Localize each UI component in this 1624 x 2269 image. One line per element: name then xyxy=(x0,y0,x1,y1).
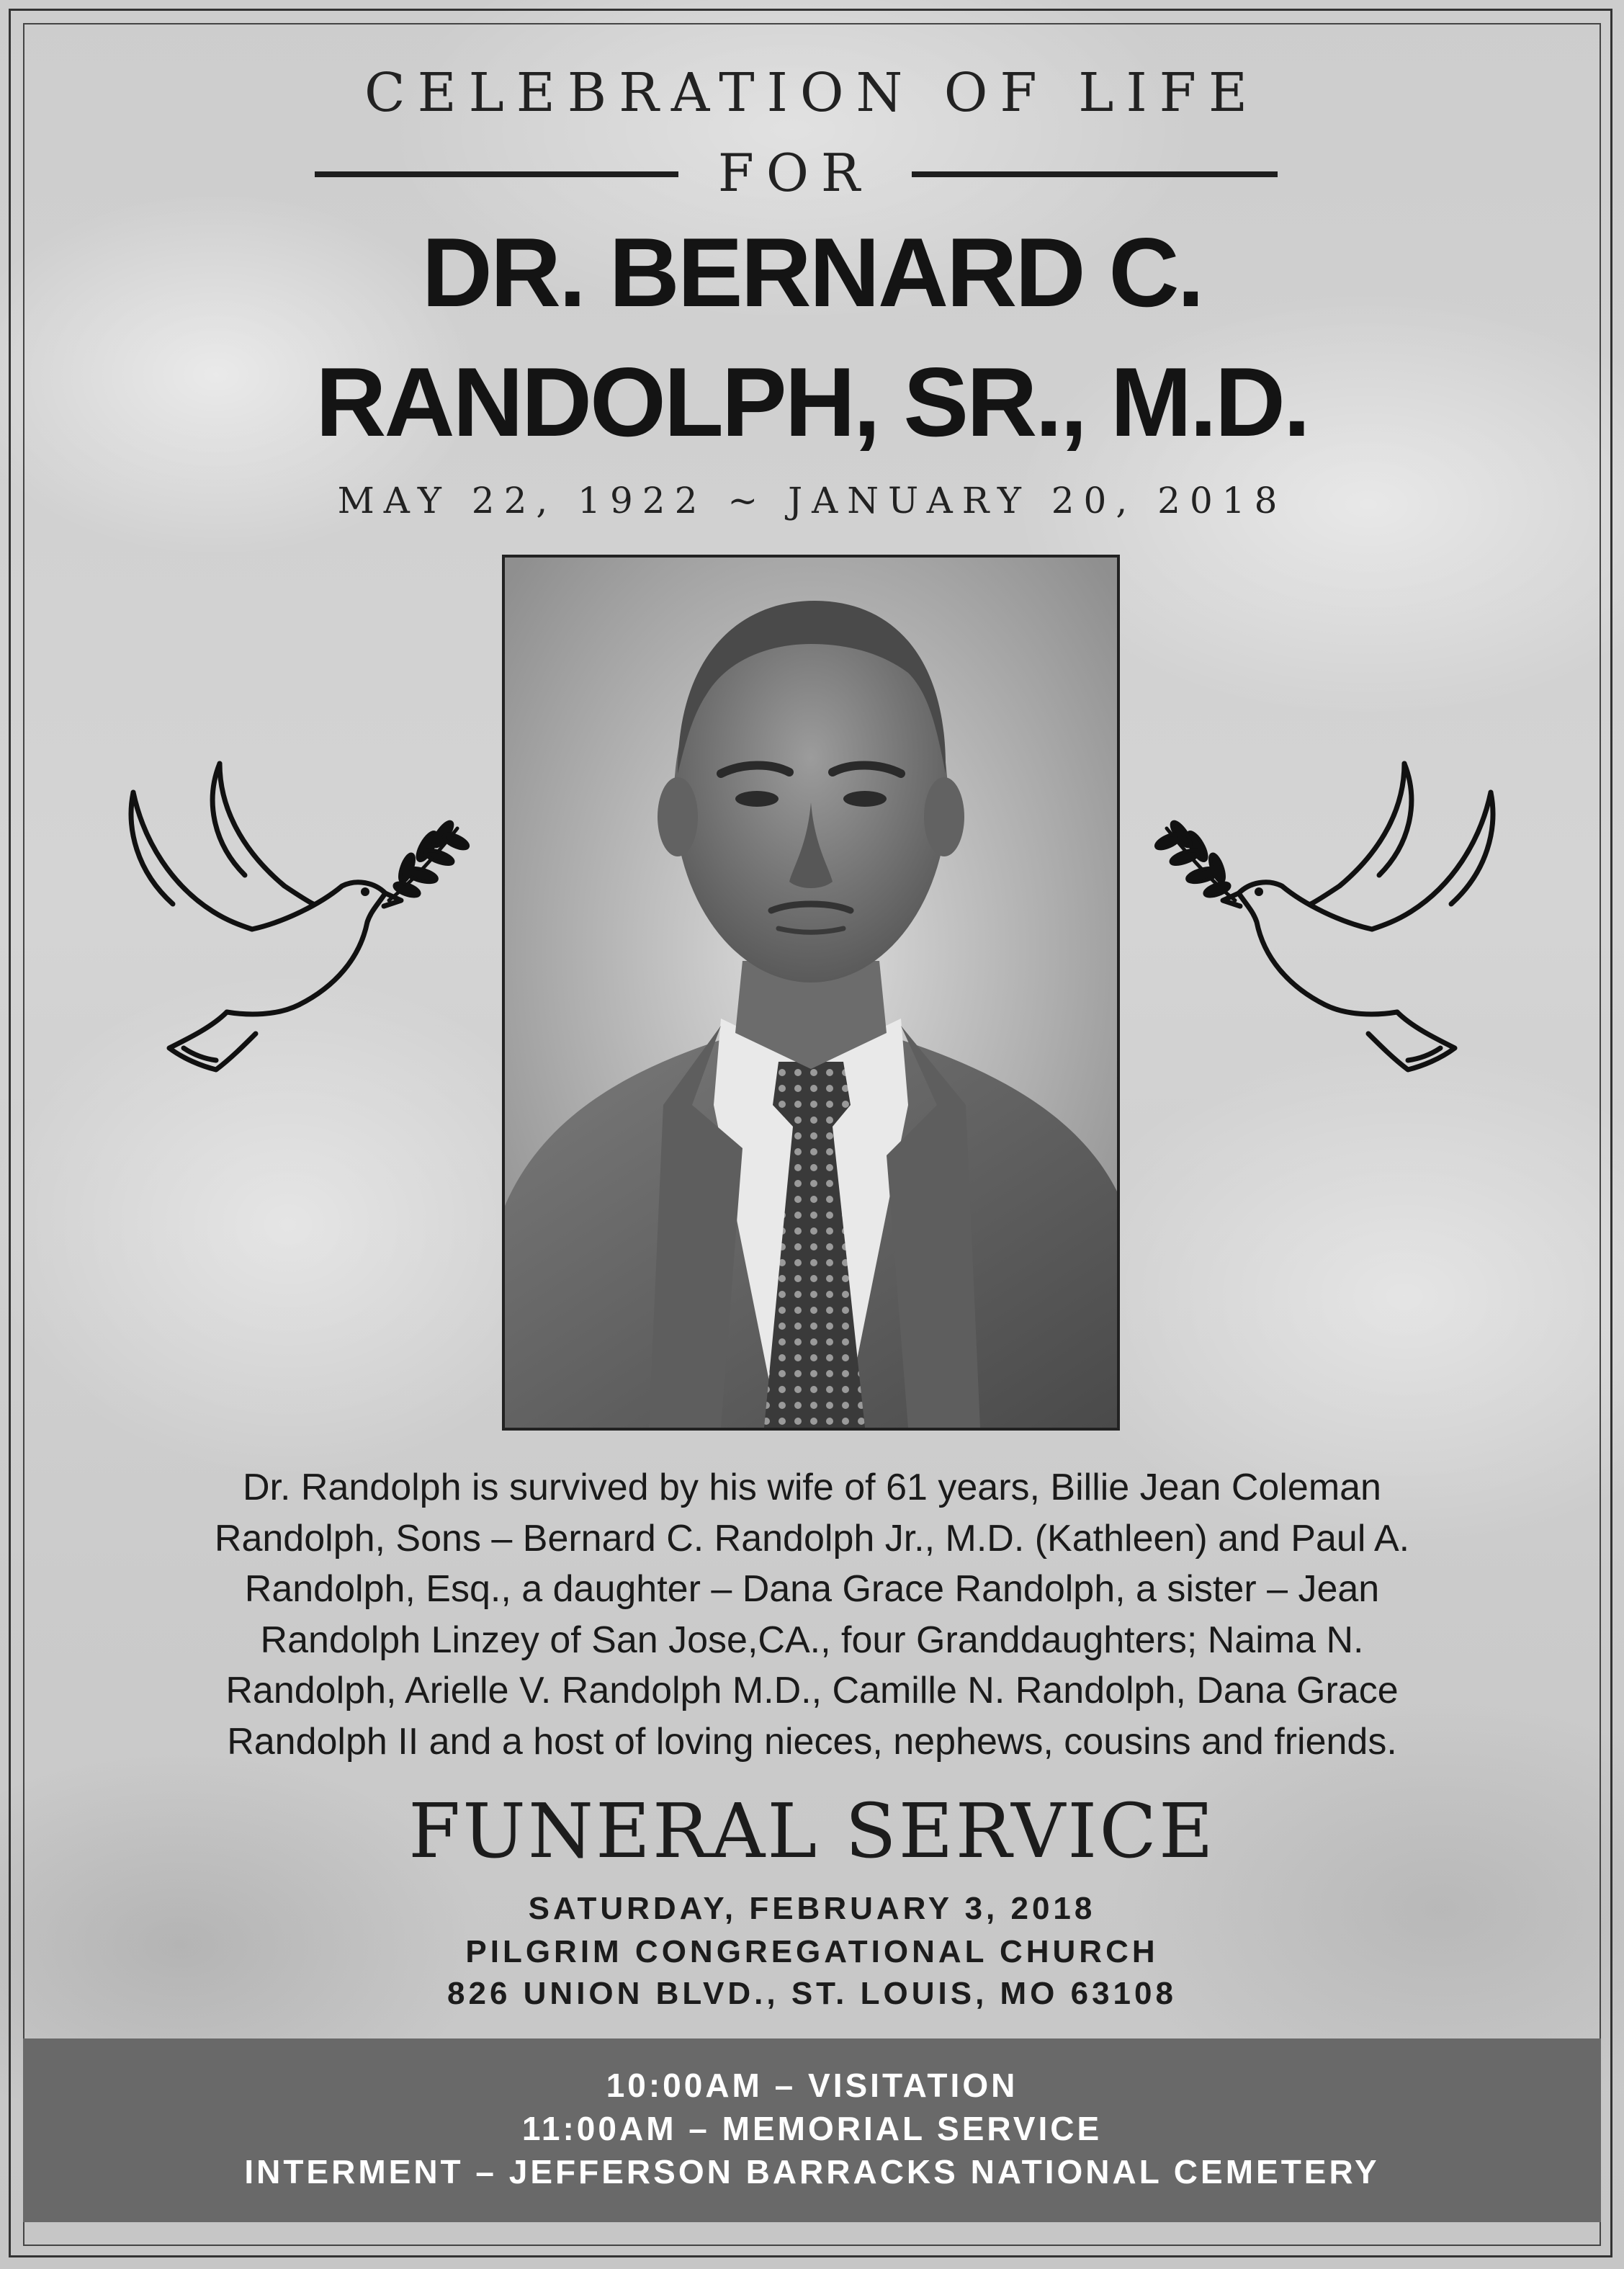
obituary-line: Randolph Linzey of San Jose,CA., four Granddaughters; Naima N. xyxy=(260,1619,1364,1661)
memorial-time: 11:00AM – MEMORIAL SERVICE xyxy=(521,2110,1103,2147)
portrait-illustration xyxy=(505,558,1117,1428)
visitation-time: 10:00AM – VISITATION xyxy=(606,2067,1018,2104)
obituary-line: Randolph, Sons – Bernard C. Randolph Jr., M.D. (Kathleen) and Paul A. xyxy=(214,1517,1410,1559)
celebration-heading: CELEBRATION OF LIFE xyxy=(364,62,1260,124)
life-dates: MAY 22, 1922 ~ JANUARY 20, 2018 xyxy=(337,480,1287,522)
name-line-1: DR. BERNARD C. xyxy=(421,218,1203,327)
obituary-line: Randolph, Esq., a daughter – Dana Grace Randolph, a sister – Jean xyxy=(244,1568,1380,1610)
name-line-2: RANDOLPH, SR., M.D. xyxy=(315,347,1309,457)
obituary-line: Dr. Randolph is survived by his wife of 61 years, Billie Jean Coleman xyxy=(243,1467,1381,1508)
for-label: FOR xyxy=(717,143,873,203)
schedule-band xyxy=(23,2038,1601,2222)
funeral-service-heading: FUNERAL SERVICE xyxy=(408,1787,1216,1875)
dove-with-olive-branch-icon xyxy=(104,749,479,1088)
obituary-line: Randolph, Arielle V. Randolph M.D., Camille N. Randolph, Dana Grace xyxy=(225,1670,1399,1711)
left-divider-rule xyxy=(315,171,678,177)
interment-info: INTERMENT – JEFFERSON BARRACKS NATIONAL CEMETERY xyxy=(244,2153,1380,2190)
right-divider-rule xyxy=(912,171,1278,177)
obituary-text xyxy=(115,1462,1509,1767)
dove-with-olive-branch-icon xyxy=(1145,749,1520,1088)
for-row xyxy=(0,144,1624,202)
portrait-photo xyxy=(502,555,1120,1431)
obituary-line: Randolph II and a host of loving nieces, nephews, cousins and friends. xyxy=(227,1720,1397,1763)
service-church: PILGRIM CONGREGATIONAL CHURCH xyxy=(465,1934,1159,1969)
service-date: SATURDAY, FEBRUARY 3, 2018 xyxy=(528,1891,1096,1926)
service-address: 826 UNION BLVD., ST. LOUIS, MO 63108 xyxy=(447,1976,1177,2011)
